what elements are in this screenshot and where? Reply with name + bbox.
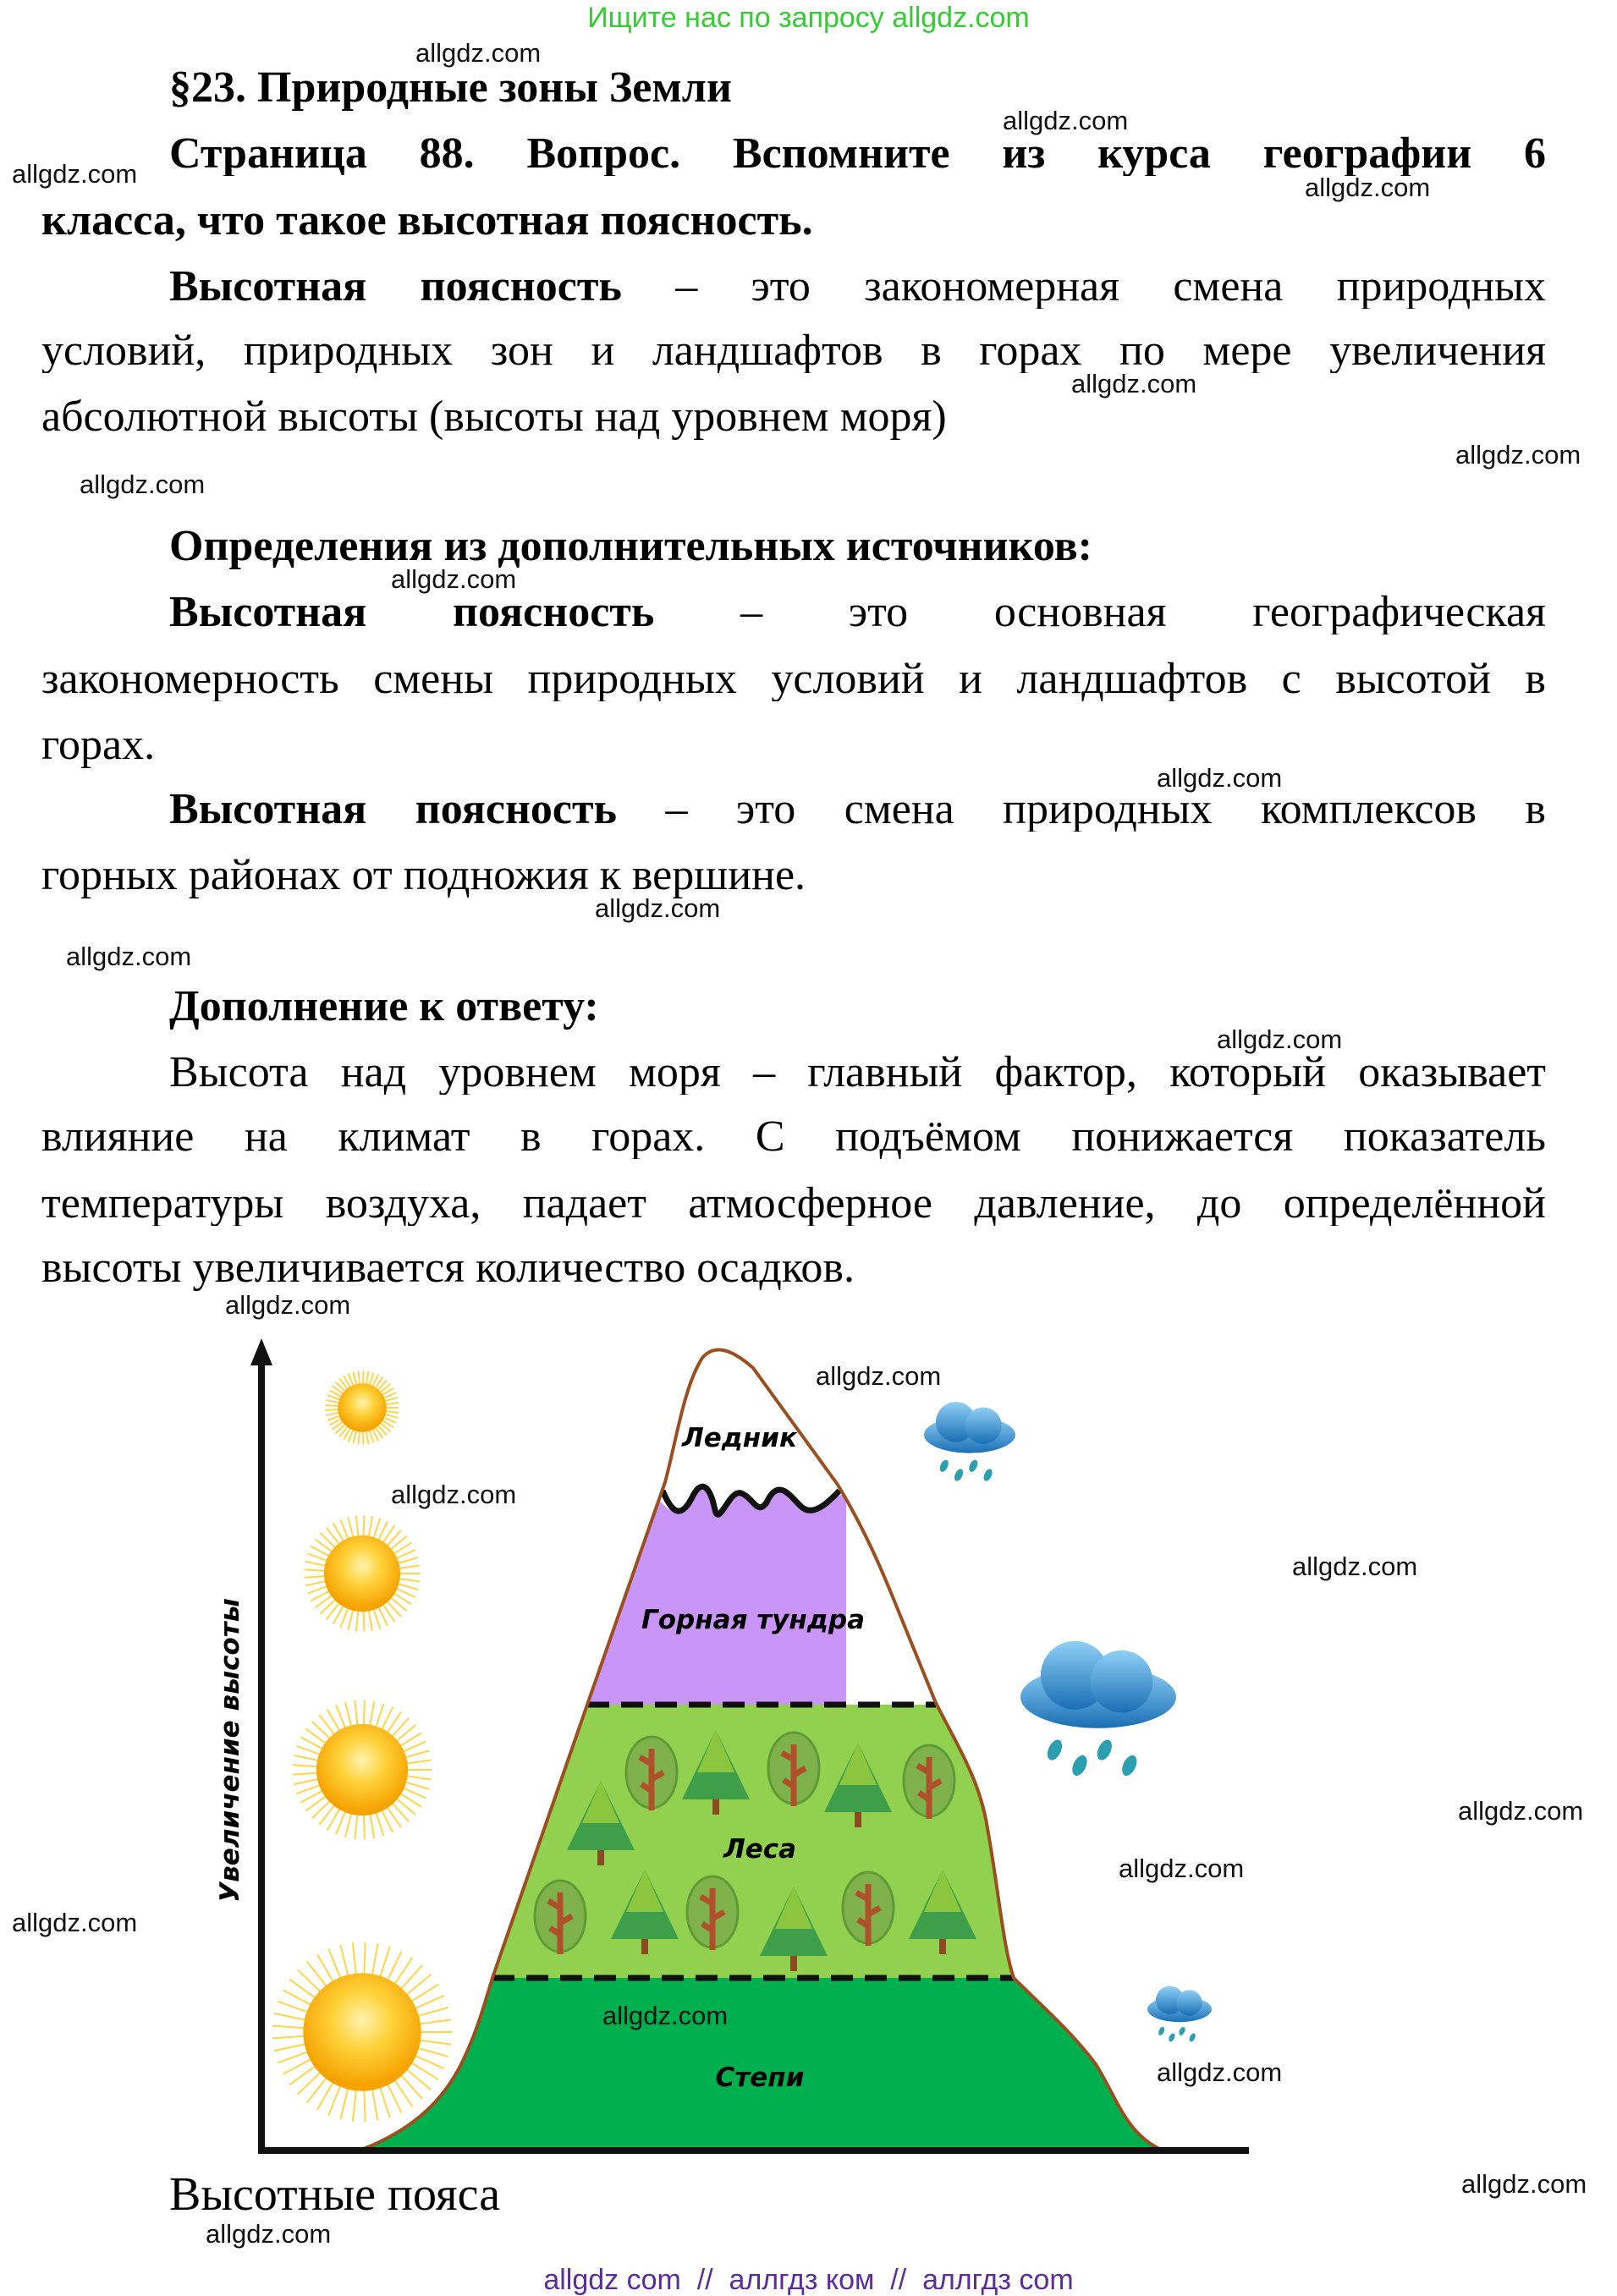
sun-ray	[386, 1411, 399, 1413]
sun-ray	[370, 1814, 374, 1838]
bold-text: §23. Природные зоны Земли	[169, 63, 732, 112]
watermark: allgdz.com	[1217, 1024, 1343, 1054]
sun-ray	[374, 1609, 381, 1629]
text: горах.	[41, 721, 156, 769]
raindrop	[1168, 2032, 1176, 2042]
sun-ray	[345, 1813, 351, 1837]
watermark: allgdz.com	[80, 470, 206, 499]
raindrop	[982, 1468, 993, 1482]
sun-ray	[305, 1562, 326, 1566]
sun-disc	[338, 1383, 386, 1431]
watermark: allgdz.com	[1461, 2169, 1587, 2199]
sun-ray	[304, 1569, 325, 1571]
sun-ray	[305, 1581, 326, 1585]
text: абсолютной высоты (высоты над уровнем моря)	[41, 393, 947, 441]
sun-ray	[417, 2048, 448, 2057]
sun-ray	[405, 1750, 430, 1757]
sun-ray	[399, 1579, 421, 1581]
watermark: allgdz.com	[206, 2219, 332, 2249]
sun-ray	[356, 1611, 359, 1632]
sun-ray	[293, 1765, 318, 1766]
sun-ray	[278, 2002, 308, 2013]
zone-label-steppe: Степи	[715, 2063, 805, 2093]
text: горных районах от подножия к вершине.	[41, 851, 806, 899]
sun-ray	[353, 1942, 356, 1975]
bold-text: Высотная поясность	[169, 590, 655, 634]
deciduous-tree-icon	[535, 1881, 586, 1954]
raindrop	[938, 1458, 950, 1473]
watermark: allgdz.com	[1458, 1796, 1584, 1826]
sun-ray	[325, 1409, 338, 1410]
sun-ray	[296, 1746, 320, 1755]
watermark: allgdz.com	[225, 1290, 351, 1320]
watermark: allgdz.com	[1071, 369, 1197, 398]
sun-ray	[369, 1516, 372, 1536]
bold-text: класса, что такое высотная поясность.	[41, 196, 813, 244]
sun-ray	[358, 1370, 360, 1384]
sun-disc	[303, 1973, 421, 2090]
sun-ray	[274, 2044, 305, 2051]
sun-ray	[385, 1398, 398, 1401]
sun-ray	[356, 1516, 359, 1537]
sun-ray	[348, 1610, 353, 1630]
sun-ray	[355, 1700, 357, 1726]
sun-ray	[307, 1586, 327, 1593]
deciduous-tree-icon	[843, 1872, 894, 1946]
bold-text: Страница 88. Вопрос. Вспомните из курса географии 6	[169, 132, 1546, 176]
rain-cloud-icon	[1147, 1986, 1212, 2043]
sun-ray	[363, 1431, 364, 1445]
sun-ray	[353, 1431, 356, 1443]
sun-ray	[380, 1947, 390, 1977]
bold-text: Дополнение к ответу:	[169, 982, 599, 1030]
watermark: allgdz.com	[1157, 2057, 1283, 2087]
cloud-part	[1176, 1990, 1202, 2015]
text: – это закономерная смена природных	[621, 265, 1546, 309]
sun-ray	[364, 1942, 365, 1975]
sun-ray	[415, 2056, 444, 2069]
sun-ray	[363, 1370, 364, 1384]
sun-ray	[304, 1576, 325, 1578]
sun-ray	[340, 1519, 348, 1539]
watermark: allgdz.com	[816, 1361, 942, 1391]
text: – это смена природных комплексов в	[617, 788, 1546, 832]
watermark: allgdz.com	[391, 564, 517, 594]
text: температуры воздуха, падает атмосферное давление, до определённой	[41, 1182, 1546, 1226]
sun-ray	[398, 1584, 418, 1590]
sun-ray	[340, 2088, 348, 2119]
sun-icon	[325, 1370, 399, 1444]
sun-ray	[369, 1610, 372, 1630]
sun-ray	[340, 1608, 348, 1628]
sun-ray	[328, 2085, 340, 2115]
sun-ray	[340, 1945, 348, 1976]
sun-ray	[405, 1782, 430, 1789]
raindrop	[1188, 2032, 1196, 2042]
watermark: allgdz.com	[1003, 106, 1129, 135]
watermark: allgdz.com	[12, 1908, 138, 1937]
rain-cloud-icon	[924, 1402, 1015, 1482]
cloud-part	[1091, 1651, 1153, 1713]
sun-ray	[385, 1414, 398, 1418]
sun-ray	[374, 1519, 381, 1539]
sun-ray	[415, 1996, 444, 2009]
sun-ray	[364, 2090, 365, 2122]
sun-ray	[417, 2008, 448, 2017]
raindrop	[1119, 1753, 1140, 1778]
sun-ray	[272, 2026, 305, 2029]
bold-text: Высотная поясность	[169, 265, 622, 309]
deciduous-tree-icon	[626, 1737, 677, 1810]
watermark: allgdz.com	[391, 1480, 517, 1509]
sun-ray	[366, 1371, 369, 1385]
sun-ray	[353, 2090, 356, 2122]
sun-icon	[272, 1942, 452, 2122]
text: закономерность смены природных условий и ландшафтов с высотой в	[41, 657, 1546, 701]
text: высоты увеличивается количество осадков.	[41, 1244, 855, 1292]
arrow-up-icon	[250, 1338, 272, 1365]
sun-ray	[353, 1372, 356, 1385]
sun-ray	[366, 1431, 369, 1445]
sun-ray	[370, 1431, 374, 1443]
watermark: allgdz.com	[595, 893, 721, 923]
sun-icon	[293, 1700, 432, 1840]
sun-ray	[364, 1815, 365, 1840]
sun-ray	[294, 1755, 318, 1760]
sun-ray	[326, 1400, 338, 1403]
sun-ray	[336, 1706, 345, 1729]
sun-ray	[296, 1785, 320, 1793]
trunk	[939, 1937, 946, 1954]
bold-text: Определения из дополнительных источников:	[169, 522, 1092, 570]
axis-label: Увеличение высоты	[215, 1598, 245, 1903]
sun-ray	[355, 1815, 357, 1840]
sun-ray	[293, 1773, 318, 1775]
sun-disc	[316, 1724, 408, 1815]
sun-ray	[370, 1372, 374, 1385]
sun-disc	[324, 1535, 400, 1612]
sun-ray	[326, 1413, 338, 1415]
watermark: allgdz.com	[66, 942, 192, 971]
text: – это основная географическая	[654, 590, 1546, 634]
trunk	[712, 1798, 719, 1815]
sun-ray	[399, 1565, 421, 1568]
trunk	[855, 1810, 861, 1827]
watermark: allgdz.com	[1455, 440, 1581, 470]
text: Высота над уровнем моря – главный фактор, который оказывает	[169, 1051, 1546, 1095]
sun-ray	[336, 1811, 345, 1835]
watermark: allgdz.com	[12, 159, 138, 189]
watermark: allgdz.com	[1157, 763, 1283, 793]
sun-ray	[406, 1776, 431, 1779]
sun-ray	[274, 2013, 305, 2020]
cloud-part	[965, 1408, 1002, 1444]
tundra-zone	[584, 1486, 846, 1705]
raindrop	[967, 1458, 979, 1473]
raindrop	[1044, 1738, 1064, 1763]
sun-ray	[358, 1431, 360, 1445]
raindrop	[953, 1468, 965, 1482]
diagram-caption: Высотные пояса	[169, 2168, 501, 2221]
sun-ray	[278, 2052, 308, 2063]
trunk	[641, 1937, 648, 1954]
sun-icon	[304, 1515, 420, 1631]
zone-label-tundra: Горная тундра	[641, 1605, 866, 1635]
text: влияние на климат в горах. С подъёмом понижается показатель	[41, 1115, 1546, 1159]
text: условий, природных зон и ландшафтов в горах по мере увеличения	[41, 329, 1546, 373]
sun-ray	[372, 2089, 378, 2121]
sun-ray	[398, 1557, 418, 1563]
sun-ray	[419, 2040, 451, 2044]
watermark: allgdz.com	[1292, 1552, 1418, 1581]
sun-ray	[298, 2072, 322, 2095]
raindrop	[1094, 1738, 1114, 1763]
sun-ray	[386, 1403, 399, 1404]
sun-ray	[348, 1517, 353, 1537]
sun-ray	[370, 1701, 374, 1726]
sun-ray	[294, 1779, 318, 1784]
trunk	[790, 1954, 797, 1971]
sun-ray	[376, 1704, 383, 1727]
deciduous-tree-icon	[904, 1745, 954, 1819]
sun-ray	[325, 1405, 338, 1406]
deciduous-tree-icon	[768, 1733, 819, 1806]
zone-label-forest: Леса	[723, 1834, 797, 1865]
raindrop	[1158, 2026, 1166, 2036]
raindrop	[1070, 1753, 1090, 1778]
footer-links[interactable]: allgdz com // аллгдз ком // аллгдз com	[543, 2264, 1074, 2296]
trunk	[597, 1848, 604, 1865]
rain-cloud-icon	[1020, 1641, 1176, 1778]
deciduous-tree-icon	[687, 1876, 738, 1950]
zone-label-glacier: Ледник	[682, 1423, 797, 1453]
bold-text: Высотная поясность	[169, 788, 618, 832]
sun-ray	[298, 1969, 322, 1992]
sun-ray	[364, 1700, 365, 1726]
sun-ray	[376, 1812, 383, 1836]
watermark: allgdz.com	[1119, 1854, 1245, 1883]
sun-ray	[406, 1760, 431, 1764]
sun-ray	[364, 1611, 365, 1632]
watermark: allgdz.com	[415, 38, 542, 68]
sun-ray	[419, 2019, 451, 2024]
sun-ray	[307, 1553, 327, 1560]
sun-ray	[380, 2087, 390, 2117]
sun-ray	[364, 1515, 365, 1536]
watermark: allgdz.com	[602, 2001, 729, 2030]
sun-ray	[345, 1702, 351, 1727]
watermark: allgdz.com	[1305, 173, 1431, 202]
sun-ray	[272, 2036, 305, 2039]
sun-ray	[328, 1948, 340, 1978]
raindrop	[1178, 2026, 1186, 2036]
sun-ray	[372, 1943, 378, 1975]
y-axis	[250, 1338, 272, 2150]
search-banner[interactable]: Ищите нас по запросу allgdz.com	[587, 2, 1030, 34]
